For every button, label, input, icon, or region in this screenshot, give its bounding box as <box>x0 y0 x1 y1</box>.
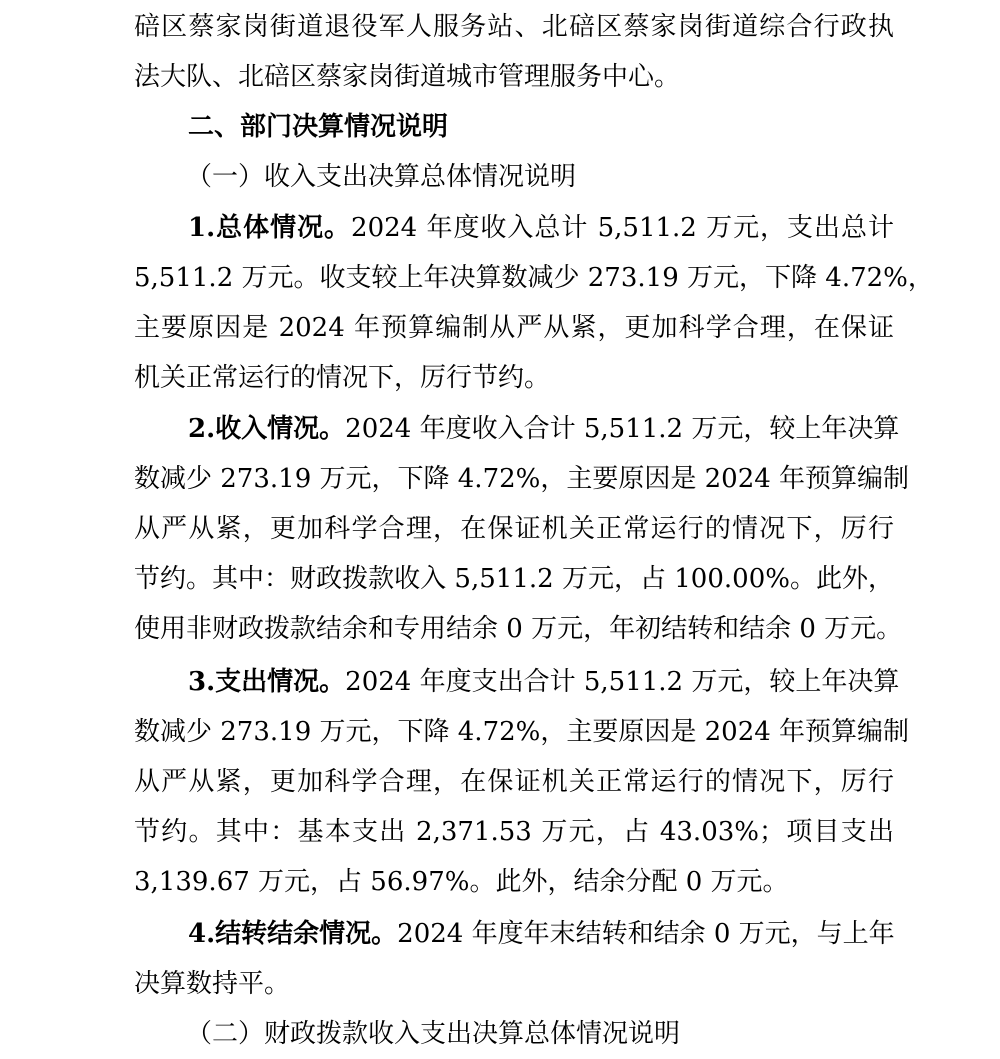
income-paragraph-line: 数减少 273.19 万元，下降 4.72%，主要原因是 2024 年预算编制 <box>134 464 910 494</box>
expenditure-label: 3.支出情况。 <box>188 667 346 697</box>
income-paragraph-line: 节约。其中：财政拨款收入 5,511.2 万元，占 100.00%。此外， <box>134 564 894 594</box>
carryover-label: 4.结转结余情况。 <box>188 919 398 949</box>
carryover-text: 2024 年度年末结转和结余 0 万元，与上年 <box>397 919 895 949</box>
expenditure-paragraph-line: 数减少 273.19 万元，下降 4.72%，主要原因是 2024 年预算编制 <box>134 717 910 747</box>
overview-paragraph-line <box>188 208 894 248</box>
overview-label: 1.总体情况。 <box>188 213 352 243</box>
income-text: 2024 年度收入合计 5,511.2 万元，较上年决算 <box>345 414 900 444</box>
expenditure-paragraph-line: 节约。其中：基本支出 2,371.53 万元，占 43.03%；项目支出 <box>134 817 894 847</box>
section-heading: 二、部门决算情况说明 <box>188 112 449 142</box>
expenditure-text: 2024 年度支出合计 5,511.2 万元，较上年决算 <box>345 667 900 697</box>
overview-paragraph-line: 机关正常运行的情况下，厉行节约。 <box>134 363 551 393</box>
subsection-heading: （二）财政拨款收入支出决算总体情况说明 <box>186 1019 681 1049</box>
expenditure-paragraph-line: 3,139.67 万元，占 56.97%。此外，结余分配 0 万元。 <box>134 867 789 897</box>
paragraph-line: 碚区蔡家岗街道退役军人服务站、北碚区蔡家岗街道综合行政执 <box>134 12 894 42</box>
overview-text: 2024 年度收入总计 5,511.2 万元，支出总计 <box>351 213 894 243</box>
income-paragraph-line: 使用非财政拨款结余和专用结余 0 万元，年初结转和结余 0 万元。 <box>134 614 903 644</box>
overview-paragraph-line: 主要原因是 2024 年预算编制从严从紧，更加科学合理，在保证 <box>134 313 894 343</box>
paragraph-line: 法大队、北碚区蔡家岗街道城市管理服务中心。 <box>134 62 681 92</box>
income-paragraph-line: 从严从紧，更加科学合理，在保证机关正常运行的情况下，厉行 <box>134 514 894 544</box>
income-paragraph-line <box>188 409 900 449</box>
carryover-paragraph-line: 决算数持平。 <box>134 969 291 999</box>
subsection-heading: （一）收入支出决算总体情况说明 <box>186 162 577 192</box>
carryover-paragraph-line <box>188 914 894 954</box>
expenditure-paragraph-line <box>188 662 900 702</box>
income-label: 2.收入情况。 <box>188 414 346 444</box>
overview-paragraph-line: 5,511.2 万元。收支较上年决算数减少 273.19 万元，下降 4.72%， <box>134 263 934 293</box>
expenditure-paragraph-line: 从严从紧，更加科学合理，在保证机关正常运行的情况下，厉行 <box>134 767 894 797</box>
